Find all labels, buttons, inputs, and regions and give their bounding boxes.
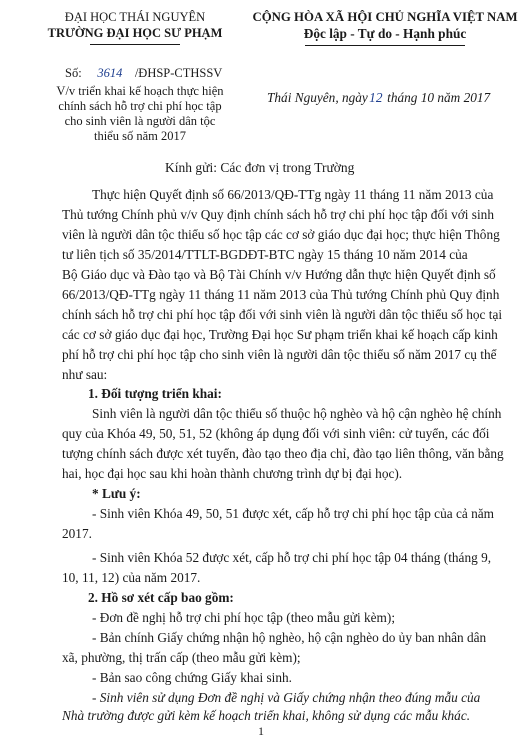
section1-heading: 1. Đối tượng triển khai: xyxy=(88,386,222,401)
motto: Độc lập - Tự do - Hạnh phúc xyxy=(303,26,467,41)
intro-line: như sau: xyxy=(62,367,108,382)
org-main: TRƯỜNG ĐẠI HỌC SƯ PHẠM xyxy=(47,26,223,40)
intro-line: các cơ sở giáo dục đại học, Trường Đại học Sư phạm triển khai kế hoạch cấp kinh xyxy=(62,327,498,342)
section1-line: tượng chính sách được xét tuyển, đào tạo theo địa chỉ, đào tạo liên thông, văn bằng xyxy=(62,446,504,461)
doc-number-prefix: Số: xyxy=(65,66,82,80)
addressee: Kính gửi: Các đơn vị trong Trường xyxy=(165,160,355,175)
subject-line: V/v triển khai kế hoạch thực hiện xyxy=(56,84,224,98)
org-underline xyxy=(90,44,180,45)
section2-heading: 2. Hồ sơ xét cấp bao gồm: xyxy=(88,590,234,605)
subject-line: thiểu số năm 2017 xyxy=(93,129,186,143)
subject-line: chính sách hỗ trợ chi phí học tập xyxy=(58,99,222,113)
date-prefix: Thái Nguyên, ngày xyxy=(267,90,368,105)
subject-line: cho sinh viên là người dân tộc xyxy=(64,114,216,128)
intro-line: tư liên tịch số 35/2014/TTLT-BGDĐT-BTC ngày 15 tháng 10 năm 2014 của xyxy=(62,247,468,262)
date-day-handwritten: 12 xyxy=(369,90,383,105)
doc-number-suffix: /ĐHSP-CTHSSV xyxy=(134,66,223,80)
section2-item: - Bản sao công chứng Giấy khai sinh. xyxy=(92,670,292,685)
intro-line: chính sách hỗ trợ chi phí học tập đối với sinh viên là người dân tộc thiểu số học tại xyxy=(62,307,503,322)
section1-line: quy của Khóa 49, 50, 51, 52 (không áp dụng đối với sinh viên: cử tuyển, các đối xyxy=(62,426,490,441)
section2-note-line: - Sinh viên sử dụng Đơn đề nghị và Giấy chứng nhận theo đúng mẫu của xyxy=(92,690,481,705)
page-number: 1 xyxy=(258,724,264,738)
section1-note-label: * Lưu ý: xyxy=(92,486,141,501)
doc-number xyxy=(65,66,222,81)
section2-item: - Đơn đề nghị hỗ trợ chi phí học tập (theo mẫu gửi kèm); xyxy=(92,610,396,625)
date-suffix: tháng 10 năm 2017 xyxy=(387,90,491,105)
section1-note-item-cont: 2017. xyxy=(62,526,92,541)
doc-number-handwritten: 3614 xyxy=(97,66,123,80)
section2-item: - Bản chính Giấy chứng nhận hộ nghèo, hộ cận nghèo do ủy ban nhân dân xyxy=(92,630,487,645)
intro-line: Bộ Giáo dục và Đào tạo và Bộ Tài Chính v/v Hướng dẫn thực hiện Quyết định số xyxy=(62,267,496,282)
section1-note-item: - Sinh viên Khóa 49, 50, 51 được xét, cấp hỗ trợ chi phí học tập của cả năm xyxy=(92,506,494,521)
intro-line: phí hỗ trợ chi phí học tập cho sinh viên là người dân tộc thiểu số năm 2017 cụ thể xyxy=(62,347,497,362)
section1-line: Sinh viên là người dân tộc thiểu số thuộc hộ nghèo và hộ cận nghèo hệ chính xyxy=(92,406,502,421)
section2-note-line: Nhà trường được gửi kèm kế hoạch triển khai, không sử dụng các mẫu khác. xyxy=(62,708,471,723)
org-top: ĐẠI HỌC THÁI NGUYÊN xyxy=(64,10,206,24)
section1-note-item-cont: 10, 11, 12) của năm 2017. xyxy=(62,570,201,585)
section1-line: hai, học đại học sau khi hoàn thành chương trình dự bị đại học). xyxy=(62,466,403,481)
intro-line: 66/2013/QĐ-TTg ngày 11 tháng 11 năm 2013 của Thủ tướng Chính phủ Quy định xyxy=(62,287,500,302)
nation-title: CỘNG HÒA XÃ HỘI CHỦ NGHĨA VIỆT NAM xyxy=(252,10,518,24)
section1-note-item: - Sinh viên Khóa 52 được xét, cấp hỗ trợ chi phí học tập 04 tháng (tháng 9, xyxy=(92,550,492,565)
intro-line: Thủ tướng Chính phủ v/v Quy định chính sách hỗ trợ chi phí học tập đối với sinh xyxy=(62,207,494,222)
motto-underline xyxy=(305,45,465,46)
doc-date xyxy=(267,90,490,106)
intro-line: Thực hiện Quyết định số 66/2013/QĐ-TTg ngày 11 tháng 11 năm 2013 của xyxy=(92,187,494,202)
intro-line: viên là người dân tộc thiểu số học tập các cơ sở giáo dục đại học; thực hiện Thông xyxy=(62,227,500,242)
section2-item-cont: xã, phường, thị trấn cấp (theo mẫu gửi kèm); xyxy=(62,650,301,665)
